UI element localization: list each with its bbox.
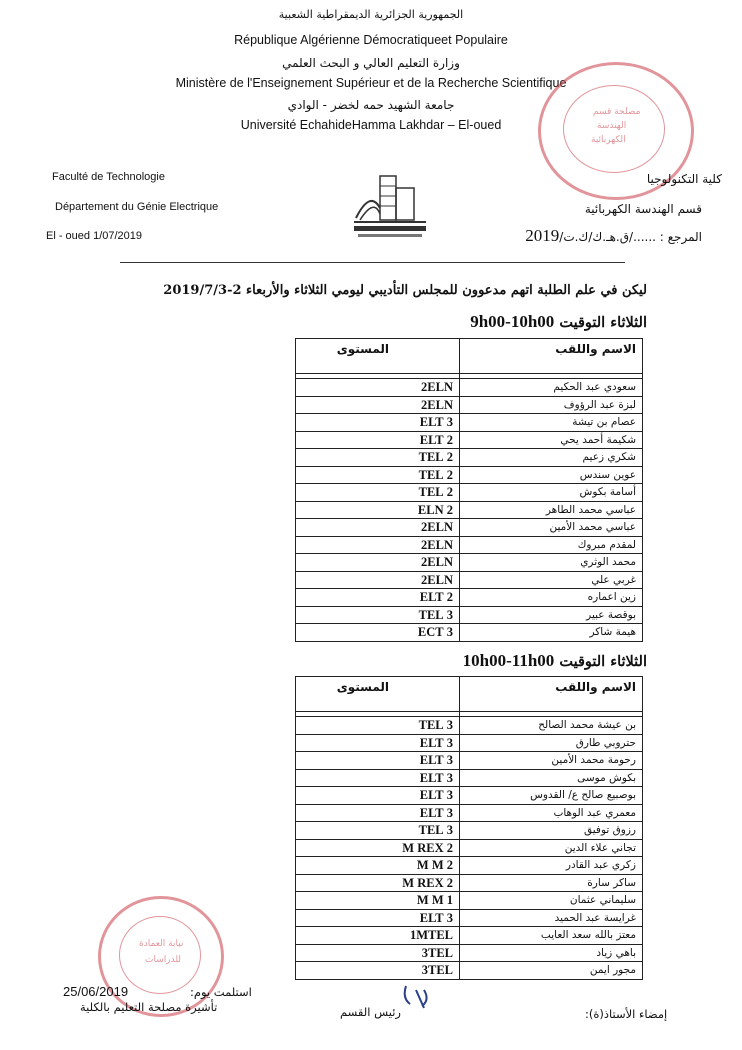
received-date: 25/06/2019 — [63, 984, 129, 999]
republic-fr: République Algérienne Démocratiqueet Populaire — [234, 33, 508, 47]
notice-text: ليكن في علم الطلبة اتهم مدعوون للمجلس التأديبي ليومي الثلاثاء والأربعاء 2-2019/7/3 — [163, 283, 647, 298]
table-row — [296, 414, 643, 432]
table-row — [296, 717, 643, 735]
student-level: 2 M REX — [296, 874, 460, 892]
table-row — [296, 892, 643, 910]
column-name-header: الاسم واللقب — [460, 339, 643, 374]
table-row — [296, 519, 643, 537]
table-row — [296, 857, 643, 875]
university-logo — [350, 168, 430, 246]
student-level: 2ELN — [296, 554, 460, 572]
student-name: أسامة بكوش — [460, 484, 643, 502]
student-level: 2ELN — [296, 396, 460, 414]
student-name: مجور ايمن — [460, 962, 643, 980]
student-name: عباسي محمد الطاهر — [460, 501, 643, 519]
department-stamp: مصلحة قسم الهندسة الكهربائية — [538, 62, 694, 200]
table-row — [296, 839, 643, 857]
faculty-fr: Faculté de Technologie — [52, 171, 165, 183]
student-level: 3 ECT — [296, 624, 460, 642]
student-level: 2 M M — [296, 857, 460, 875]
student-level: 2 TEL — [296, 484, 460, 502]
table-row — [296, 466, 643, 484]
student-level: 3 TEL — [296, 606, 460, 624]
table-row — [296, 909, 643, 927]
faculty-ar: كلية التكنولوجيا — [646, 172, 722, 186]
table-row — [296, 431, 643, 449]
section-1-time: 9h00-10h00 — [470, 312, 555, 331]
student-level: 3TEL — [296, 944, 460, 962]
student-name: هيمة شاكر — [460, 624, 643, 642]
student-level: 3 ELT — [296, 909, 460, 927]
student-level: 3 ELT — [296, 734, 460, 752]
student-name: سليماني عثمان — [460, 892, 643, 910]
student-name: بكوش موسى — [460, 769, 643, 787]
section-1-table — [295, 338, 643, 642]
table-row — [296, 554, 643, 572]
reference-year: 2019 — [525, 226, 560, 245]
table-row — [296, 752, 643, 770]
department-head-label: رئيس القسم — [340, 1005, 401, 1019]
university-ar: جامعة الشهيد حمه لخضر - الوادي — [287, 98, 455, 112]
student-level: 2ELN — [296, 536, 460, 554]
faculty-visa-label: تأشيرة مصلحة التعليم بالكلية — [80, 1000, 218, 1014]
student-level: 3 ELT — [296, 787, 460, 805]
ministry-ar: وزارة التعليم العالي و البحث العلمي — [282, 56, 460, 70]
received-label: استلمت يوم: — [190, 985, 252, 999]
student-level: 2 TEL — [296, 449, 460, 467]
table-row — [296, 379, 643, 397]
student-name: معمري عبد الوهاب — [460, 804, 643, 822]
student-level: 2 M REX — [296, 839, 460, 857]
teacher-signature-label: إمضاء الأستاذ(ة): — [585, 1007, 668, 1021]
table-row — [296, 734, 643, 752]
student-name: غرايسة عبد الحميد — [460, 909, 643, 927]
column-name-header: الاسم واللقب — [460, 677, 643, 712]
table-row — [296, 501, 643, 519]
column-level-header: المستوى — [296, 677, 460, 712]
section-2-day: الثلاثاء التوقيت — [559, 653, 647, 670]
student-name: تجاني علاء الدين — [460, 839, 643, 857]
section-1-title — [470, 312, 647, 332]
table-row — [296, 962, 643, 980]
student-name: عوين سندس — [460, 466, 643, 484]
table-row — [296, 606, 643, 624]
table-row — [296, 571, 643, 589]
student-name: بوقصة عبير — [460, 606, 643, 624]
student-level: 1 M M — [296, 892, 460, 910]
table-row — [296, 944, 643, 962]
student-level: 2ELN — [296, 519, 460, 537]
student-level: 3 ELT — [296, 414, 460, 432]
student-name: لبزة عبد الرؤوف — [460, 396, 643, 414]
student-name: زكري عبد القادر — [460, 857, 643, 875]
student-level: 3 TEL — [296, 822, 460, 840]
student-name: شكري زعيم — [460, 449, 643, 467]
table-row — [296, 396, 643, 414]
student-name: لمقدم مبروك — [460, 536, 643, 554]
table-row — [296, 449, 643, 467]
table-row — [296, 769, 643, 787]
student-level: 2ELN — [296, 571, 460, 589]
student-level: 3 ELT — [296, 804, 460, 822]
table-row — [296, 536, 643, 554]
department-fr: Département du Génie Electrique — [55, 201, 219, 213]
section-2-table — [295, 676, 643, 980]
reference-number — [525, 226, 702, 246]
student-name: بن عيشة محمد الصالح — [460, 717, 643, 735]
student-name: باهي زياد — [460, 944, 643, 962]
student-name: سعودي عبد الحكيم — [460, 379, 643, 397]
table-row — [296, 624, 643, 642]
reference-prefix: المرجع : ....../ق.هـ.ك/ك.ت/ — [559, 230, 702, 244]
student-name: رحومة محمد الأمين — [460, 752, 643, 770]
table-row — [296, 589, 643, 607]
document-date: El - oued 1/07/2019 — [46, 230, 143, 242]
student-name: عباسي محمد الأمين — [460, 519, 643, 537]
student-name: عصام بن تيشة — [460, 414, 643, 432]
table-row — [296, 787, 643, 805]
department-ar: قسم الهندسة الكهربائية — [584, 202, 702, 216]
university-fr: Université EchahideHamma Lakhdar – El-oued — [240, 118, 502, 132]
student-level: 3TEL — [296, 962, 460, 980]
student-name: زين اعماره — [460, 589, 643, 607]
student-level: 2ELN — [296, 379, 460, 397]
column-level-header: المستوى — [296, 339, 460, 374]
student-level: 2 ELN — [296, 501, 460, 519]
student-level: 2 ELT — [296, 431, 460, 449]
table-row — [296, 927, 643, 945]
student-level: 3 TEL — [296, 717, 460, 735]
ministry-fr: Ministère de l'Enseignement Supérieur et de la Recherche Scientifique — [175, 76, 567, 90]
section-1-day: الثلاثاء التوقيت — [559, 314, 647, 331]
student-level: 3 ELT — [296, 752, 460, 770]
student-name: شكيمة أحمد يحي — [460, 431, 643, 449]
header-divider — [120, 262, 625, 263]
table-row — [296, 484, 643, 502]
student-level: 1MTEL — [296, 927, 460, 945]
student-name: معتز بالله سعد العايب — [460, 927, 643, 945]
table-row — [296, 804, 643, 822]
student-name: حتروبي طارق — [460, 734, 643, 752]
republic-ar: الجمهورية الجزائرية الديمقراطية الشعبية — [278, 8, 464, 21]
student-name: محمد الوثري — [460, 554, 643, 572]
student-level: 2 ELT — [296, 589, 460, 607]
student-name: غربي علي — [460, 571, 643, 589]
student-name: رزوق توفيق — [460, 822, 643, 840]
student-name: ساكر سارة — [460, 874, 643, 892]
student-level: 2 TEL — [296, 466, 460, 484]
table-row — [296, 822, 643, 840]
table-row — [296, 874, 643, 892]
student-level: 3 ELT — [296, 769, 460, 787]
section-2-time: 10h00-11h00 — [462, 651, 555, 670]
section-2-title — [463, 651, 647, 671]
student-name: بوصبيع صالح ع/ القدوس — [460, 787, 643, 805]
faculty-stamp: نيابة العمادة للدراسات — [98, 896, 224, 1017]
head-signature-mark — [402, 982, 432, 1014]
